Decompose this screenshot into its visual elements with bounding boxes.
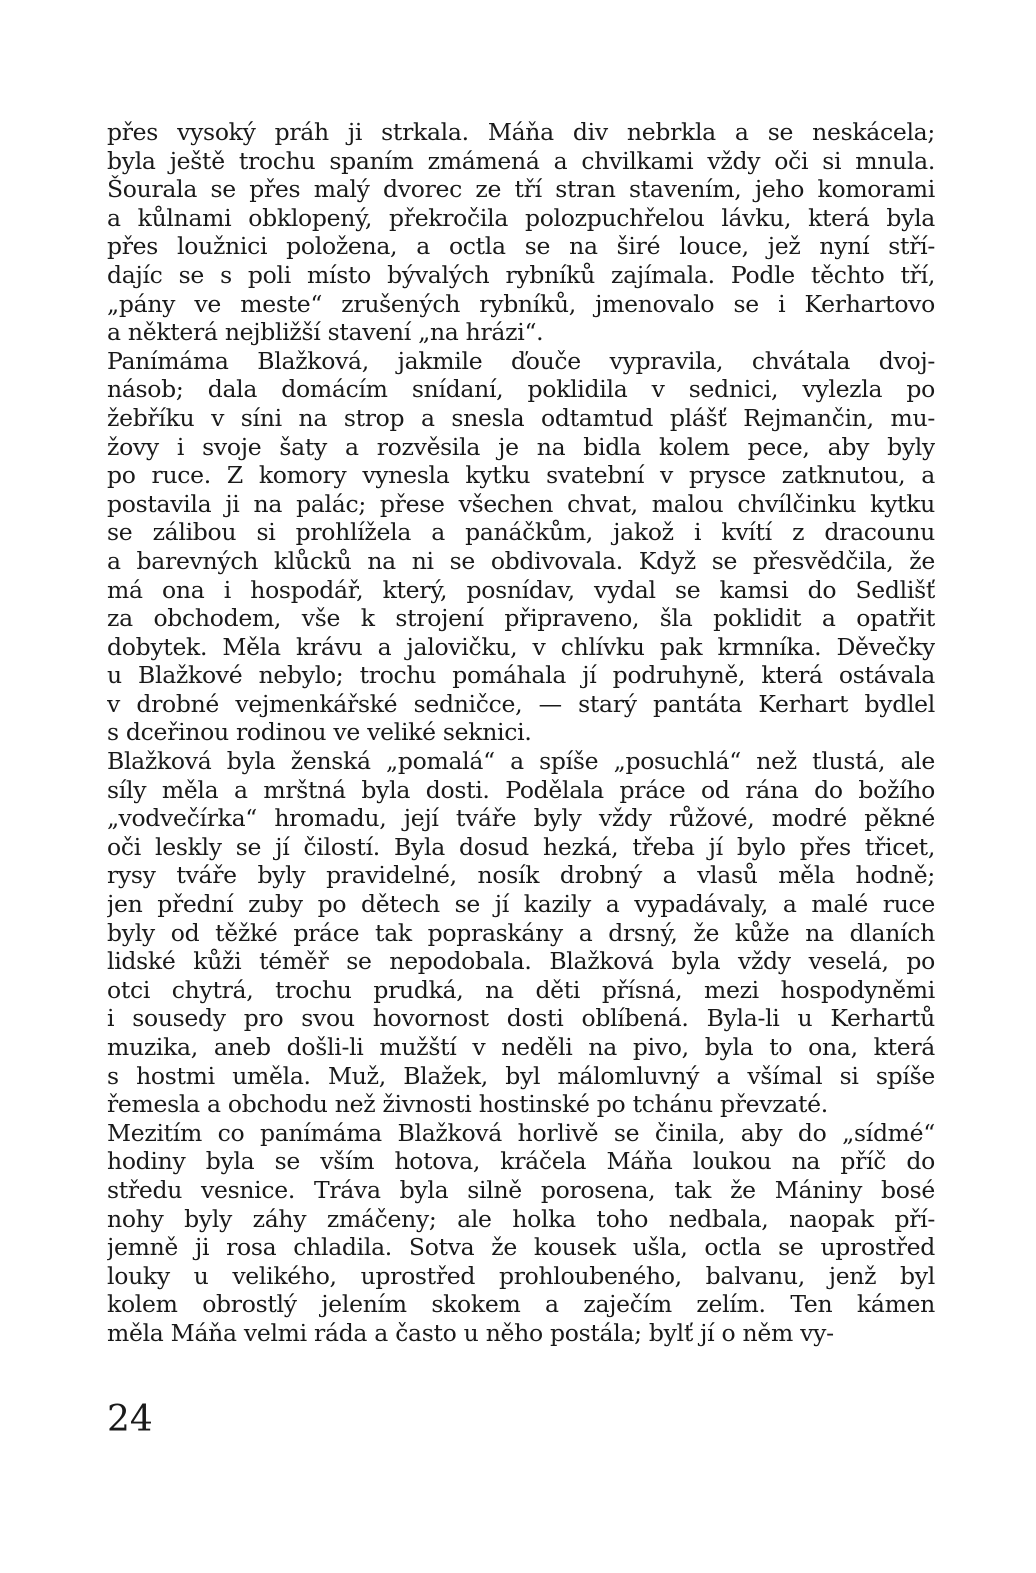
text-line: u Blažkové nebylo; trochu pomáhala jí podruhyně, která ostávala: [107, 661, 935, 690]
text-line: má ona i hospodář, který, posnídav, vydal se kamsi do Sedlišť: [107, 575, 935, 604]
text-line: nohy byly záhy zmáčeny; ale holka toho nedbala, naopak pří-: [107, 1204, 935, 1233]
text-line: Šourala se přes malý dvorec ze tří stran stavením, jeho komorami: [107, 175, 935, 204]
text-line: jen přední zuby po dětech se jí kazily a vypadávaly, a malé ruce: [107, 890, 935, 919]
text-line: po ruce. Z komory vynesla kytku svatební v prysce zatknutou, a: [107, 461, 935, 490]
text-line: přes loužnici položena, a octla se na širé louce, jež nyní stří-: [107, 232, 935, 261]
text-line: s dceřinou rodinou ve veliké seknici.: [107, 718, 532, 747]
text-line: měla Máňa velmi ráda a často u něho postála; bylť jí o něm vy-: [107, 1318, 834, 1347]
text-line: Panímáma Blažková, jakmile ďouče vypravila, chvátala dvoj-: [107, 346, 935, 375]
text-line: středu vesnice. Tráva byla silně porosena, tak že Mániny bosé: [107, 1175, 935, 1204]
text-line: byly od těžké práce tak popraskány a drsný, že kůže na dlaních: [107, 918, 935, 947]
text-line: v drobné vejmenkářské sedničce, — starý pantáta Kerhart bydlel: [107, 689, 935, 718]
text-line: dajíc se s poli místo bývalých rybníků zajímala. Podle těchto tří,: [107, 260, 935, 289]
text-line: síly měla a mrštná byla dosti. Podělala práce od rána do božího: [107, 775, 935, 804]
text-line: s hostmi uměla. Muž, Blažek, byl málomluvný a všímal si spíše: [107, 1061, 935, 1090]
text-line: „vodvečírka“ hromadu, její tváře byly vždy růžové, modré pěkné: [107, 804, 935, 833]
text-line: za obchodem, vše k strojení připraveno, šla poklidit a opatřit: [107, 604, 935, 633]
text-line: byla ještě trochu spaním zmámená a chvilkami vždy oči si mnula.: [107, 146, 935, 175]
text-line: i sousedy pro svou hovornost dosti oblíbená. Byla-li u Kerhartů: [107, 1004, 935, 1033]
text-line: jemně ji rosa chladila. Sotva že kousek ušla, octla se uprostřed: [107, 1233, 935, 1262]
text-line: louky u velikého, uprostřed prohloubeného, balvanu, jenž byl: [107, 1261, 935, 1290]
text-line: rysy tváře byly pravidelné, nosík drobný a vlasů měla hodně;: [107, 861, 935, 890]
text-line: Mezitím co panímáma Blažková horlivě se činila, aby do „sídmé“: [107, 1118, 935, 1147]
text-line: žebříku v síni na strop a snesla odtamtud plášť Rejmančin, mu-: [107, 403, 935, 432]
text-line: postavila ji na palác; přese všechen chvat, malou chvílčinku kytku: [107, 489, 935, 518]
text-line: otci chytrá, trochu prudká, na děti přísná, mezi hospodyněmi: [107, 975, 935, 1004]
text-line: a kůlnami obklopený, překročila polozpuchřelou lávku, která byla: [107, 203, 935, 232]
text-line: se zálibou si prohlížela a panáčkům, jakož i kvítí z dracounu: [107, 518, 935, 547]
text-line: Blažková byla ženská „pomalá“ a spíše „posuchlá“ než tlustá, ale: [107, 747, 935, 776]
text-line: „pány ve meste“ zrušených rybníků, jmenovalo se i Kerhartovo: [107, 289, 935, 318]
text-line: řemesla a obchodu než živnosti hostinské po tchánu převzaté.: [107, 1090, 828, 1119]
text-line: oči leskly se jí čilostí. Byla dosud hezká, třeba jí bylo přes třicet,: [107, 832, 935, 861]
text-line: násob; dala domácím snídaní, poklidila v sednici, vylezla po: [107, 375, 935, 404]
body-text: [107, 118, 935, 1348]
text-line: žovy i svoje šaty a rozvěsila je na bidla kolem pece, aby byly: [107, 432, 935, 461]
text-line: dobytek. Měla krávu a jalovičku, v chlívku pak krmníka. Děvečky: [107, 632, 935, 661]
text-line: a některá nejbližší stavení „na hrázi“.: [107, 318, 544, 347]
text-line: přes vysoký práh ji strkala. Máňa div nebrkla a se neskácela;: [107, 118, 935, 146]
text-line: kolem obrostlý jelením skokem a zaječím zelím. Ten kámen: [107, 1290, 935, 1319]
text-line: muzika, aneb došli-li mužští v neděli na pivo, byla to ona, která: [107, 1033, 935, 1061]
text-line: lidské kůži téměř se nepodobala. Blažková byla vždy veselá, po: [107, 947, 935, 976]
page-number: 24: [107, 1399, 153, 1440]
text-line: a barevných klůcků na ni se obdivovala. Když se přesvědčila, že: [107, 546, 935, 575]
text-line: hodiny byla se vším hotova, kráčela Máňa loukou na příč do: [107, 1147, 935, 1176]
